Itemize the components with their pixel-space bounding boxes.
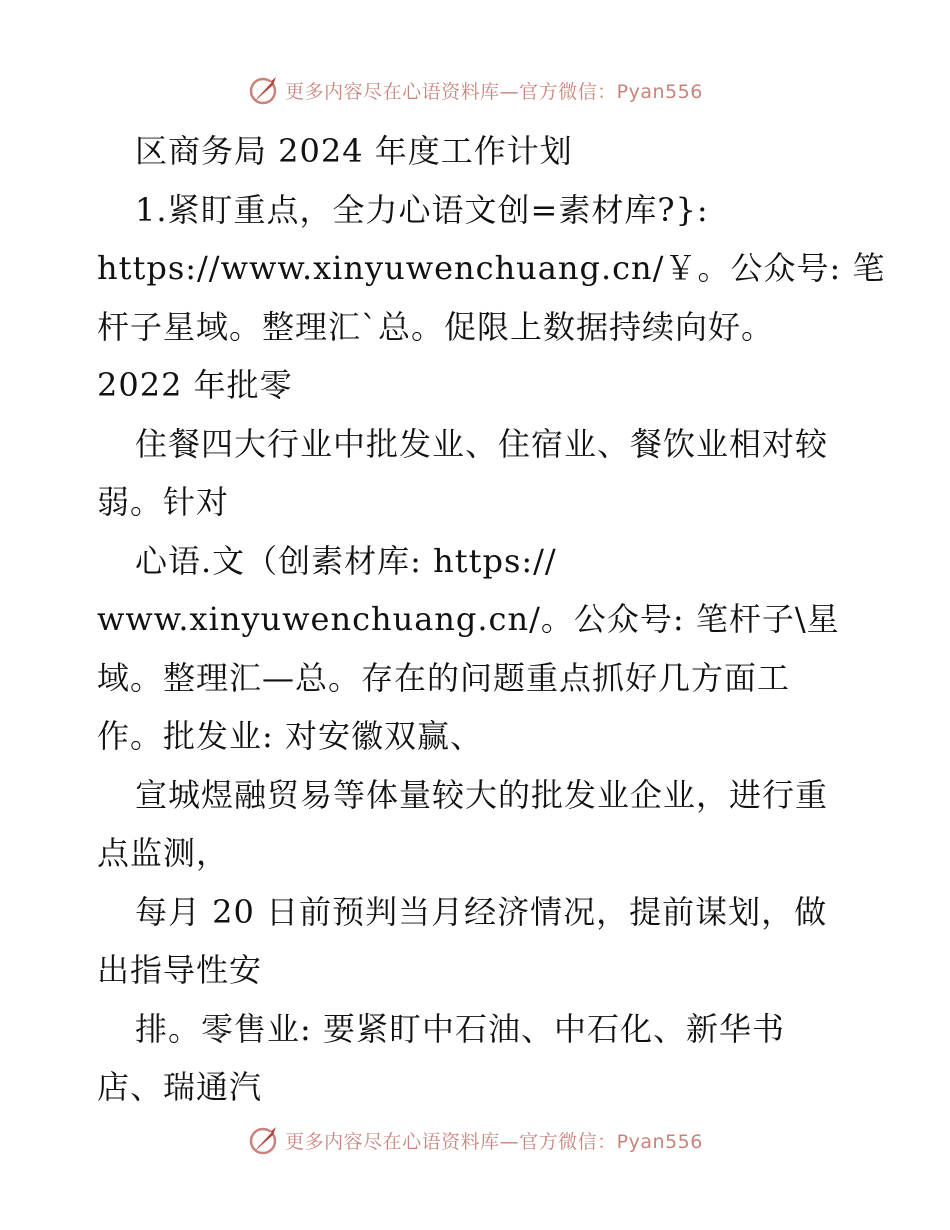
text-line: 排。零售业: 要紧盯中石油、中石化、新华书 <box>135 1009 785 1048</box>
text-line: 店、瑞通汽 <box>97 1068 263 1106</box>
text-line: 弱。针对 <box>97 483 230 521</box>
document-title: 区商务局 2024 年度工作计划 <box>135 132 573 170</box>
text-line: https://www.xinyuwenchuang.cn/￥。公众号: 笔 <box>97 249 886 287</box>
text-line: 心语.文（创素材库: https:// <box>135 541 557 580</box>
text-line: 杆子星域。整理汇`总。促限上数据持续向好。 <box>97 307 775 346</box>
text-line: 域。整理汇—总。存在的问题重点抓好几方面工 <box>97 658 791 697</box>
text-line: 出指导性安 <box>97 951 263 989</box>
text-line: 作。批发业: 对安徽双赢、 <box>97 717 483 755</box>
quill-pen-icon <box>247 73 281 107</box>
text-line: 宣城煜融贸易等体量较大的批发业企业，进行重 <box>135 775 829 814</box>
text-line: 1.紧盯重点，全力心语文创=素材库?}: <box>135 190 709 229</box>
text-line: 2022 年批零 <box>97 366 293 404</box>
text-line: 点监测， <box>97 834 230 872</box>
footer-watermark <box>0 1120 950 1160</box>
text-line: 每月 20 日前预判当月经济情况，提前谋划，做 <box>135 892 828 931</box>
watermark-text: 更多内容尽在心语资料库—官方微信：Pyan556 <box>285 80 703 103</box>
header-watermark <box>0 70 950 110</box>
watermark-text: 更多内容尽在心语资料库—官方微信：Pyan556 <box>285 1130 703 1153</box>
document-body <box>97 122 886 1117</box>
text-line: 住餐四大行业中批发业、住宿业、餐饮业相对较 <box>135 424 829 463</box>
text-line: www.xinyuwenchuang.cn/。公众号: 笔杆子\星 <box>97 600 840 638</box>
quill-pen-icon <box>247 1123 281 1157</box>
